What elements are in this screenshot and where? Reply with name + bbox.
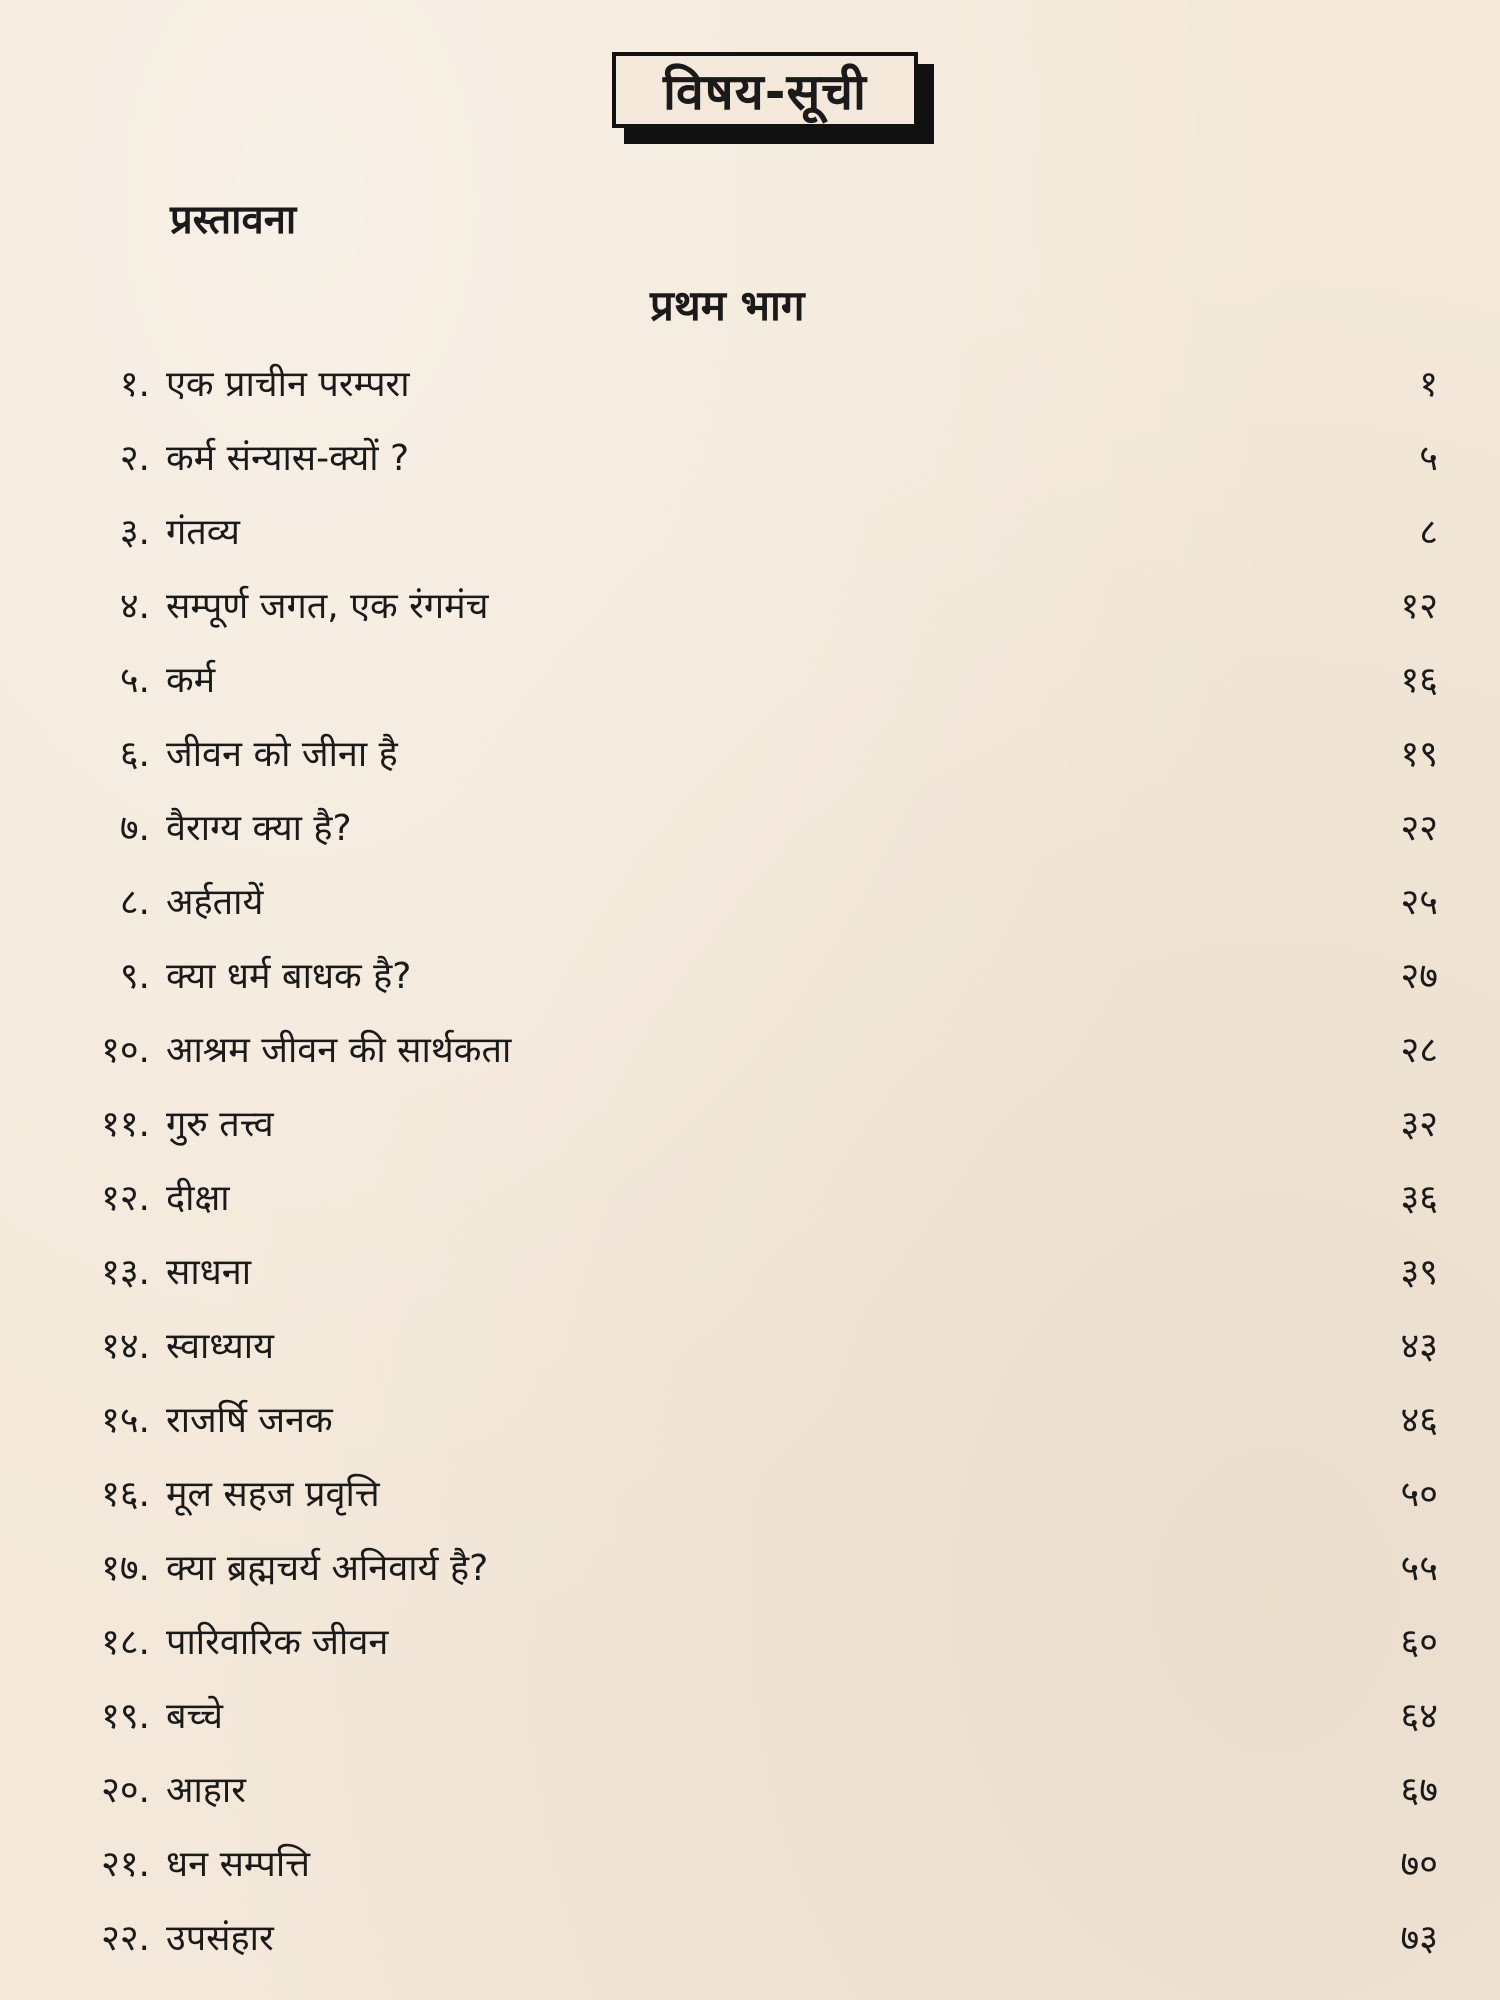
toc-entry: [0, 498, 1500, 572]
toc-entry: [0, 1164, 1500, 1238]
toc-entry-title: राजर्षि जनक: [166, 1400, 333, 1441]
toc-entry: [0, 424, 1500, 498]
toc-entry: [0, 1904, 1500, 1978]
toc-entry-number: ८.: [119, 882, 150, 923]
toc-entry-page: ५: [1419, 438, 1438, 479]
toc-entry: [0, 1756, 1500, 1830]
toc-entry-page: ८: [1419, 512, 1438, 553]
toc-entry-page: ६०: [1400, 1622, 1438, 1663]
toc-entry-page: ३२: [1400, 1104, 1438, 1145]
toc-entry-number: १८.: [101, 1622, 150, 1663]
toc-entry: [0, 1830, 1500, 1904]
toc-entry-page: ७०: [1400, 1844, 1438, 1885]
toc-entry: [0, 1016, 1500, 1090]
toc-entry: [0, 572, 1500, 646]
toc-entry-page: २७: [1400, 956, 1438, 997]
toc-entry-title: स्वाध्याय: [166, 1326, 274, 1367]
toc-entry-number: ५.: [119, 660, 150, 701]
toc-entry: [0, 1608, 1500, 1682]
toc-entry-title: साधना: [166, 1252, 252, 1293]
toc-entry-title: बच्चे: [166, 1696, 223, 1737]
toc-entry-title: क्या ब्रह्मचर्य अनिवार्य है?: [166, 1548, 489, 1589]
toc-entry-number: ६.: [119, 734, 150, 775]
toc-entry-number: २१.: [101, 1844, 150, 1885]
toc-entry-number: १७.: [101, 1548, 150, 1589]
toc-entry: [0, 1534, 1500, 1608]
toc-entry-title: गंतव्य: [166, 512, 240, 553]
toc-entry-title: कर्म संन्यास-क्यों ?: [166, 438, 410, 479]
toc-entry-page: २८: [1400, 1030, 1438, 1071]
toc-entry-number: १५.: [101, 1400, 150, 1441]
toc-entry-number: २.: [119, 438, 150, 479]
toc-entry-title: अर्हतायें: [166, 882, 264, 923]
toc-entry: [0, 1312, 1500, 1386]
toc-entry: [0, 1460, 1500, 1534]
toc-entry-page: ४६: [1400, 1400, 1438, 1441]
toc-entry-title: एक प्राचीन परम्परा: [166, 364, 410, 405]
toc-entry-number: १३.: [101, 1252, 150, 1293]
toc-entry-title: सम्पूर्ण जगत, एक रंगमंच: [166, 586, 489, 627]
toc-entry-page: १६: [1400, 660, 1438, 701]
toc-entry: [0, 720, 1500, 794]
title-box: [612, 52, 918, 128]
toc-entry-page: १९: [1400, 734, 1438, 775]
toc-entry-title: मूल सहज प्रवृत्ति: [166, 1474, 380, 1515]
toc-entry: [0, 794, 1500, 868]
toc-entry-page: ६७: [1400, 1770, 1438, 1811]
toc-entry-page: २५: [1400, 882, 1438, 923]
toc-entry-page: ५०: [1400, 1474, 1438, 1515]
preface-heading: प्रस्तावना: [170, 197, 297, 243]
toc-entry-title: आहार: [166, 1770, 246, 1811]
toc-entry: [0, 868, 1500, 942]
part-heading: प्रथम भाग: [650, 281, 805, 330]
toc-entry-title: वैराग्य क्या है?: [166, 808, 352, 849]
toc-entry-number: ३.: [119, 512, 150, 553]
toc-entry-number: ४.: [119, 586, 150, 627]
toc-entry-title: दीक्षा: [166, 1178, 230, 1219]
toc-entry-number: १२.: [101, 1178, 150, 1219]
toc-entry-page: १२: [1400, 586, 1438, 627]
toc-entry-title: कर्म: [166, 660, 216, 701]
toc-entry: [0, 1386, 1500, 1460]
toc-entry: [0, 350, 1500, 424]
toc-entry-title: धन सम्पत्ति: [166, 1844, 311, 1885]
toc-entry-page: ६४: [1400, 1696, 1438, 1737]
toc-entry: [0, 1090, 1500, 1164]
toc-entry-number: ११.: [101, 1104, 150, 1145]
toc-entry-page: ३९: [1400, 1252, 1438, 1293]
toc-entry-title: आश्रम जीवन की सार्थकता: [166, 1030, 512, 1071]
toc-entry: [0, 942, 1500, 1016]
toc-entry-title: पारिवारिक जीवन: [166, 1622, 389, 1663]
toc-entry-page: ५५: [1400, 1548, 1438, 1589]
toc-entry-page: २२: [1400, 808, 1438, 849]
toc-entry: [0, 1238, 1500, 1312]
table-of-contents: [0, 350, 1500, 1978]
toc-entry-number: १६.: [101, 1474, 150, 1515]
toc-entry-number: १०.: [101, 1030, 150, 1071]
toc-entry-number: २२.: [101, 1918, 150, 1959]
toc-entry-title: क्या धर्म बाधक है?: [166, 956, 412, 997]
toc-entry-page: ७३: [1400, 1918, 1438, 1959]
page-title: विषय-सूची: [663, 63, 867, 121]
toc-entry-page: ३६: [1400, 1178, 1438, 1219]
toc-entry: [0, 1682, 1500, 1756]
toc-entry-title: जीवन को जीना है: [166, 734, 398, 775]
toc-entry-number: ७.: [119, 808, 150, 849]
toc-entry-title: उपसंहार: [166, 1918, 274, 1959]
toc-entry-number: १४.: [101, 1326, 150, 1367]
toc-entry-page: १: [1419, 364, 1438, 405]
toc-entry-number: १९.: [101, 1696, 150, 1737]
toc-entry-title: गुरु तत्त्व: [166, 1104, 274, 1145]
toc-entry-number: ९.: [119, 956, 150, 997]
toc-entry-number: २०.: [101, 1770, 150, 1811]
toc-entry-number: १.: [119, 364, 150, 405]
toc-entry: [0, 646, 1500, 720]
toc-entry-page: ४३: [1400, 1326, 1438, 1367]
